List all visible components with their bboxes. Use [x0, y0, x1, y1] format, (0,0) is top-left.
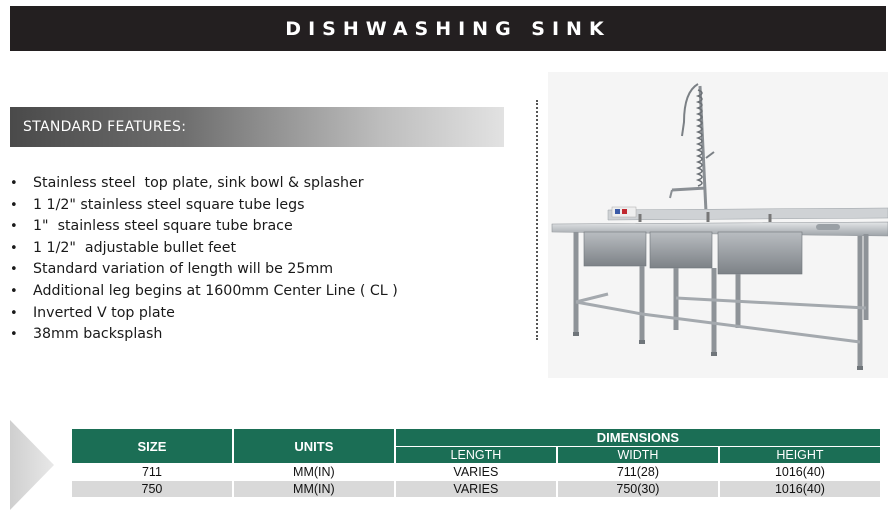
cell-width: 750(30): [558, 481, 718, 497]
features-heading: STANDARD FEATURES:: [23, 119, 187, 135]
feature-item: • Inverted V top plate: [10, 303, 398, 325]
header-length: LENGTH: [396, 447, 556, 463]
page-title: DISHWASHING SINK: [285, 17, 611, 40]
cell-height: 1016(40): [720, 481, 880, 497]
cell-units: MM(IN): [234, 464, 394, 480]
feature-item: • Additional leg begins at 1600mm Center Line ( CL ): [10, 281, 398, 303]
header-height: HEIGHT: [720, 447, 880, 463]
header-units: UNITS: [234, 429, 394, 463]
feature-item: • 1" stainless steel square tube brace: [10, 216, 398, 238]
title-bar: [10, 6, 886, 51]
table-row: [72, 481, 880, 497]
feature-item: • 1 1/2" stainless steel square tube legs: [10, 195, 398, 217]
cell-units: MM(IN): [234, 481, 394, 497]
feature-list: [10, 173, 398, 346]
header-width: WIDTH: [558, 447, 718, 463]
sink-product-image: [548, 72, 888, 378]
header-size: SIZE: [72, 429, 232, 463]
cell-height: 1016(40): [720, 464, 880, 480]
header-dimensions: DIMENSIONS: [396, 429, 880, 446]
feature-item: • 1 1/2" adjustable bullet feet: [10, 238, 398, 260]
features-heading-bar: [10, 107, 504, 147]
cell-length: VARIES: [396, 481, 556, 497]
feature-item: • Standard variation of length will be 25mm: [10, 259, 398, 281]
chevron-right-arrow-icon: [10, 420, 54, 510]
feature-item: • Stainless steel top plate, sink bowl & splasher: [10, 173, 398, 195]
cell-length: VARIES: [396, 464, 556, 480]
cell-size: 750: [72, 481, 232, 497]
cell-width: 711(28): [558, 464, 718, 480]
feature-item: • 38mm backsplash: [10, 324, 398, 346]
dimensions-table: [70, 428, 882, 498]
table-row: [72, 464, 880, 480]
divider-dotted: [536, 100, 538, 340]
cell-size: 711: [72, 464, 232, 480]
